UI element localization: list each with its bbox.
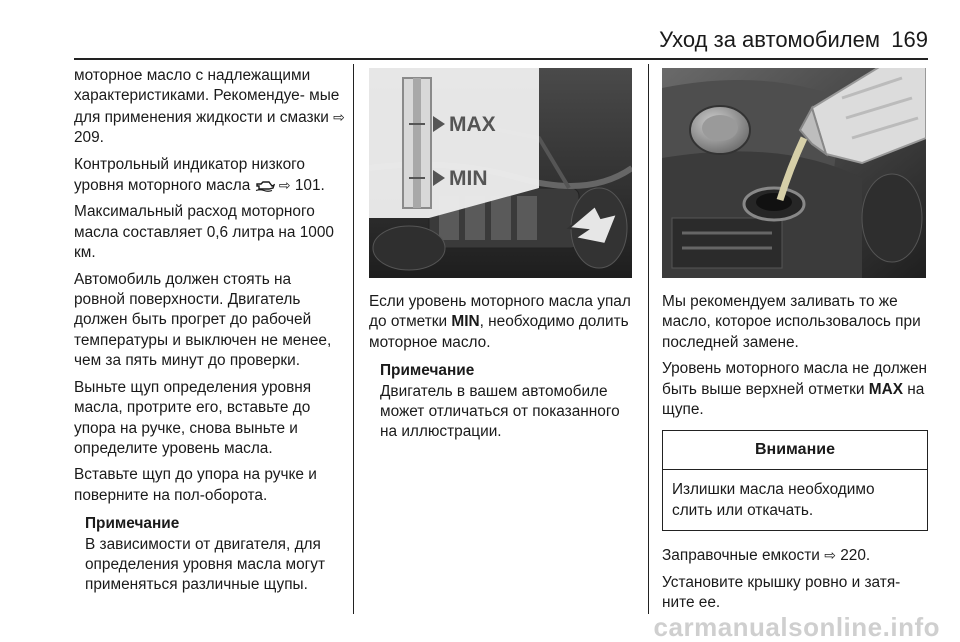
- engine-fill-illustration: [662, 68, 926, 278]
- page-number: 169: [891, 27, 928, 52]
- page-reference[interactable]: 220.: [840, 547, 871, 565]
- left-column: [74, 66, 346, 596]
- max-mark-label: MAX: [868, 380, 903, 398]
- header-divider: [74, 58, 928, 60]
- page-ref-arrow-icon: ⇨: [333, 108, 345, 125]
- page-reference[interactable]: 101.: [294, 177, 325, 195]
- engine-bay-illustration: [369, 68, 632, 278]
- paragraph: Установите крышку ровно и затя- ните ее.: [662, 573, 901, 612]
- note-text: В зависимости от двигателя, для определения уровня масла могут применяться различные щупы.: [85, 535, 326, 594]
- dipstick-figure: [369, 68, 632, 278]
- right-column: [662, 292, 928, 619]
- note-title: Примечание: [380, 362, 475, 380]
- figure-label-min: MIN: [449, 167, 488, 190]
- paragraph: Мы рекомендуем заливать то же масло, которое использовалось при последней замене.: [662, 293, 921, 351]
- paragraph: Если уровень моторного масла упал до отметки MIN, необходимо долить моторное масло.: [369, 293, 631, 351]
- paragraph: Вставьте щуп до упора на ручке и поверните на пол-оборота.: [74, 466, 317, 504]
- paragraph: Контрольный индикатор низкого уровня моторного масла ⇨ 101.: [74, 155, 325, 195]
- paragraph: моторное масло с надлежащими характеристиками. Рекомендуе- мые для применения жидкости и смазки ⇨ 209.: [74, 67, 345, 147]
- paragraph: Выньте щуп определения уровня масла, протрите его, вставьте до упора на ручке, снова выньте и определите уровень масла.: [74, 378, 312, 457]
- note-text: Двигатель в вашем автомобиле может отличаться от показанного на иллюстрации.: [380, 382, 620, 441]
- warning-title: Внимание: [663, 431, 927, 470]
- page-reference[interactable]: 209.: [74, 129, 104, 147]
- note-block: [380, 361, 639, 443]
- oil-filling-figure: [662, 68, 926, 278]
- paragraph: Максимальный расход моторного масла составляет 0,6 литра на 1000 км.: [74, 203, 334, 262]
- oil-level-warning-icon: [255, 178, 275, 192]
- note-block: [85, 514, 346, 596]
- warning-box: [662, 430, 928, 531]
- page-ref-arrow-icon: ⇨: [278, 177, 291, 194]
- watermark: carmanualsonline.info: [653, 612, 940, 642]
- paragraph: Автомобиль должен стоять на ровной поверхности. Двигатель должен быть прогрет до рабочей температуры и выключен не менее, чем за пять минут до проверки.: [74, 270, 332, 370]
- page-ref-arrow-icon: ⇨: [824, 547, 836, 564]
- paragraph: Уровень моторного масла не должен быть выше верхней отметки MAX на щупе.: [662, 360, 928, 419]
- note-title: Примечание: [85, 515, 180, 533]
- min-mark-label: MIN: [451, 313, 480, 331]
- column-divider-left: [353, 64, 354, 614]
- warning-text: Излишки масла необходимо слить или откачать.: [672, 481, 875, 519]
- figure-label-max: MAX: [449, 113, 496, 136]
- paragraph: Заправочные емкости ⇨ 220.: [662, 547, 871, 565]
- column-divider-right: [648, 64, 649, 614]
- page-header-title: Уход за автомобилем: [659, 27, 880, 52]
- middle-column: [369, 292, 639, 443]
